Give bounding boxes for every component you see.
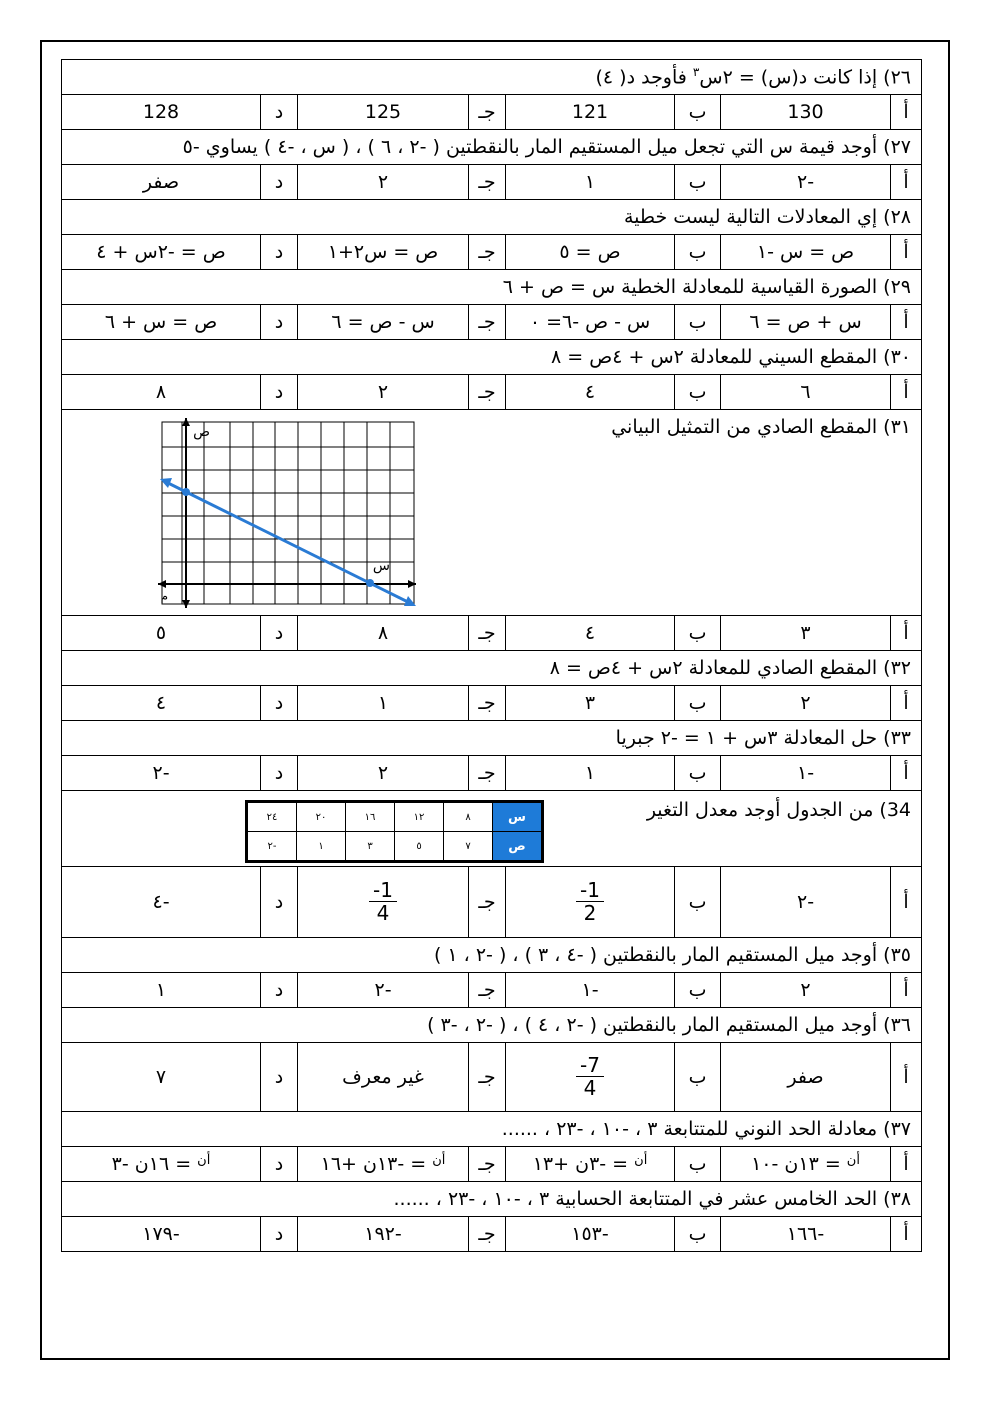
y-value: -٢ bbox=[248, 832, 297, 861]
option-a: ص = س -١ bbox=[721, 235, 891, 270]
numerator: 1- bbox=[576, 879, 604, 902]
y-value: ١ bbox=[297, 832, 346, 861]
question-32 bbox=[62, 651, 922, 686]
y-value: ٥ bbox=[395, 832, 444, 861]
origin-label: م bbox=[160, 589, 168, 603]
options-row bbox=[62, 616, 922, 651]
option-b: -١ bbox=[506, 973, 675, 1008]
option-letter-b: ب bbox=[675, 95, 721, 130]
option-letter-a: أ bbox=[891, 973, 922, 1008]
option-a: ٢ bbox=[721, 973, 891, 1008]
options-row bbox=[62, 1043, 922, 1112]
options-row bbox=[62, 375, 922, 410]
option-b bbox=[506, 867, 675, 938]
question-text: ٣٠) المقطع السيني للمعادلة ٢س + ٤ص = ٨ bbox=[62, 340, 922, 375]
option-b: ١ bbox=[506, 165, 675, 200]
option-letter-c: جـ bbox=[469, 756, 506, 791]
option-d: 128 bbox=[62, 95, 261, 130]
option-c: ٢ bbox=[298, 375, 469, 410]
options-row bbox=[62, 235, 922, 270]
option-letter-a: أ bbox=[891, 756, 922, 791]
question-cell bbox=[62, 791, 922, 867]
options-row bbox=[62, 95, 922, 130]
x-axis-label: س bbox=[372, 558, 390, 574]
y-intercept-point bbox=[182, 488, 190, 496]
option-letter-b: ب bbox=[675, 616, 721, 651]
option-b: س - ص -٦= ٠ bbox=[506, 305, 675, 340]
question-34 bbox=[62, 791, 922, 867]
option-letter-a: أ bbox=[891, 305, 922, 340]
option-letter-b: ب bbox=[675, 973, 721, 1008]
values-table-wrap bbox=[245, 800, 544, 863]
question-27 bbox=[62, 130, 922, 165]
question-31 bbox=[62, 410, 922, 616]
option-letter-a: أ bbox=[891, 165, 922, 200]
option-letter-c: جـ bbox=[469, 165, 506, 200]
y-value: ٣ bbox=[346, 832, 395, 861]
option-d: ص = -٢س + ٤ bbox=[62, 235, 261, 270]
option-letter-a: أ bbox=[891, 1217, 922, 1252]
y-header: ص bbox=[493, 832, 542, 861]
option-b: 121 bbox=[506, 95, 675, 130]
option-letter-b: ب bbox=[675, 686, 721, 721]
option-letter-a: أ bbox=[891, 1147, 922, 1182]
x-value: ٢٤ bbox=[248, 803, 297, 832]
option-letter-c: جـ bbox=[469, 305, 506, 340]
x-arrow-right bbox=[408, 580, 416, 588]
option-letter-d: د bbox=[261, 1217, 298, 1252]
option-letter-d: د bbox=[261, 165, 298, 200]
option-letter-b: ب bbox=[675, 1217, 721, 1252]
option-b: $^{أن}$ = -٣ن +١٣ bbox=[506, 1147, 675, 1182]
x-value: ١٦ bbox=[346, 803, 395, 832]
option-letter-a: أ bbox=[891, 1043, 922, 1112]
option-letter-d: د bbox=[261, 375, 298, 410]
options-row bbox=[62, 686, 922, 721]
option-letter-b: ب bbox=[675, 756, 721, 791]
option-letter-b: ب bbox=[675, 305, 721, 340]
option-letter-d: د bbox=[261, 686, 298, 721]
options-row bbox=[62, 756, 922, 791]
question-text: ٢٩) الصورة القياسية للمعادلة الخطية س = ص + ٦ bbox=[62, 270, 922, 305]
options-row bbox=[62, 1147, 922, 1182]
option-c: $^{أن}$ = -١٣ن +١٦ bbox=[298, 1147, 469, 1182]
option-a: -٢ bbox=[721, 867, 891, 938]
option-b: ٤ bbox=[506, 616, 675, 651]
option-letter-c: جـ bbox=[469, 1147, 506, 1182]
question-text: ٣٣) حل المعادلة ٣س + ١ = -٢ جبريا bbox=[62, 721, 922, 756]
option-letter-c: جـ bbox=[469, 375, 506, 410]
fraction bbox=[369, 879, 397, 924]
question-text: ٣١) المقطع الصادي من التمثيل البياني bbox=[611, 416, 912, 438]
question-text: ٢٨) إي المعادلات التالية ليست خطية bbox=[62, 200, 922, 235]
question-text: ٣٦) أوجد ميل المستقيم المار بالنقطتين ( -٢ ، ٤ ) ، ( -٢ ، -٣ ) bbox=[62, 1008, 922, 1043]
option-c: ١ bbox=[298, 686, 469, 721]
options-row bbox=[62, 867, 922, 938]
question-37 bbox=[62, 1112, 922, 1147]
option-letter-c: جـ bbox=[469, 973, 506, 1008]
option-letter-c: جـ bbox=[469, 867, 506, 938]
option-letter-c: جـ bbox=[469, 1217, 506, 1252]
option-letter-d: د bbox=[261, 867, 298, 938]
options-row bbox=[62, 165, 922, 200]
option-a: -١ bbox=[721, 756, 891, 791]
question-text: ٣٨) الحد الخامس عشر في المتتابعة الحسابية ٣ ، -١٠ ، -٢٣ ، ...... bbox=[62, 1182, 922, 1217]
option-letter-c: جـ bbox=[469, 616, 506, 651]
option-letter-d: د bbox=[261, 235, 298, 270]
option-c: ٨ bbox=[298, 616, 469, 651]
denominator: 4 bbox=[583, 1076, 597, 1100]
question-36 bbox=[62, 1008, 922, 1043]
option-c: -٢ bbox=[298, 973, 469, 1008]
option-d: ٤ bbox=[62, 686, 261, 721]
option-c: 125 bbox=[298, 95, 469, 130]
x-value: ٢٠ bbox=[297, 803, 346, 832]
option-b: ٣ bbox=[506, 686, 675, 721]
options-row bbox=[62, 973, 922, 1008]
option-letter-b: ب bbox=[675, 235, 721, 270]
option-b: -١٥٣ bbox=[506, 1217, 675, 1252]
option-letter-c: جـ bbox=[469, 686, 506, 721]
question-text: ٢٦) إذا كانت د(س) = ٢س$^٣$ فأوجد د( ٤) bbox=[62, 60, 922, 95]
question-35 bbox=[62, 938, 922, 973]
x-value: ٨ bbox=[444, 803, 493, 832]
question-33 bbox=[62, 721, 922, 756]
option-letter-a: أ bbox=[891, 867, 922, 938]
option-letter-d: د bbox=[261, 1043, 298, 1112]
option-letter-a: أ bbox=[891, 235, 922, 270]
option-letter-c: جـ bbox=[469, 235, 506, 270]
option-letter-b: ب bbox=[675, 165, 721, 200]
option-letter-d: د bbox=[261, 95, 298, 130]
x-header: س bbox=[493, 803, 542, 832]
option-b: ٤ bbox=[506, 375, 675, 410]
values-table bbox=[247, 802, 542, 861]
option-c: س - ص = ٦ bbox=[298, 305, 469, 340]
option-c: ص = س٢+١ bbox=[298, 235, 469, 270]
option-d: $^{أن}$ = ١٦ن -٣ bbox=[62, 1147, 261, 1182]
option-a: س + ص = ٦ bbox=[721, 305, 891, 340]
question-30 bbox=[62, 340, 922, 375]
questions-table bbox=[61, 59, 922, 1252]
option-a: ٦ bbox=[721, 375, 891, 410]
plotted-line bbox=[160, 478, 416, 606]
option-a: -٢ bbox=[721, 165, 891, 200]
option-letter-a: أ bbox=[891, 95, 922, 130]
option-letter-b: ب bbox=[675, 1147, 721, 1182]
question-text: 34) من الجدول أوجد معدل التغير bbox=[646, 799, 912, 821]
option-letter-b: ب bbox=[675, 375, 721, 410]
numerator: 7- bbox=[576, 1054, 604, 1077]
option-letter-b: ب bbox=[675, 867, 721, 938]
option-c: غير معرف bbox=[298, 1043, 469, 1112]
option-letter-d: د bbox=[261, 973, 298, 1008]
option-d: صفر bbox=[62, 165, 261, 200]
option-letter-a: أ bbox=[891, 686, 922, 721]
option-b bbox=[506, 1043, 675, 1112]
option-d: ٨ bbox=[62, 375, 261, 410]
numerator: 1- bbox=[369, 879, 397, 902]
question-text: ٣٥) أوجد ميل المستقيم المار بالنقطتين ( -٤ ، ٣ ) ، ( -٢ ، ١ ) bbox=[62, 938, 922, 973]
option-a: ٢ bbox=[721, 686, 891, 721]
option-b: ص = ٥ bbox=[506, 235, 675, 270]
denominator: 4 bbox=[376, 901, 390, 925]
option-letter-c: جـ bbox=[469, 95, 506, 130]
option-letter-d: د bbox=[261, 305, 298, 340]
y-row bbox=[248, 832, 542, 861]
option-a: $^{أن}$ = ١٣ن -١٠ bbox=[721, 1147, 891, 1182]
question-38 bbox=[62, 1182, 922, 1217]
option-letter-a: أ bbox=[891, 375, 922, 410]
x-value: ١٢ bbox=[395, 803, 444, 832]
line-graph bbox=[158, 418, 420, 610]
question-text: ٢٧) أوجد قيمة س التي تجعل ميل المستقيم المار بالنقطتين ( -٢ ، ٦ ) ، ( س ، -٤ ) يساوي -٥ bbox=[62, 130, 922, 165]
option-letter-d: د bbox=[261, 756, 298, 791]
option-letter-c: جـ bbox=[469, 1043, 506, 1112]
option-letter-d: د bbox=[261, 616, 298, 651]
option-letter-b: ب bbox=[675, 1043, 721, 1112]
option-d: -١٧٩ bbox=[62, 1217, 261, 1252]
option-c: ٢ bbox=[298, 165, 469, 200]
graph-border bbox=[162, 422, 414, 604]
option-d: ٧ bbox=[62, 1043, 261, 1112]
option-d: ٥ bbox=[62, 616, 261, 651]
fraction bbox=[576, 1054, 604, 1099]
denominator: 2 bbox=[583, 901, 597, 925]
question-28 bbox=[62, 200, 922, 235]
options-row bbox=[62, 1217, 922, 1252]
option-a: ٣ bbox=[721, 616, 891, 651]
option-d: -٤ bbox=[62, 867, 261, 938]
option-c: -١٩٢ bbox=[298, 1217, 469, 1252]
question-26 bbox=[62, 60, 922, 95]
y-axis-label: ص bbox=[193, 424, 210, 440]
fraction bbox=[576, 879, 604, 924]
question-29 bbox=[62, 270, 922, 305]
options-row bbox=[62, 305, 922, 340]
question-text: ٣٢) المقطع الصادي للمعادلة ٢س + ٤ص = ٨ bbox=[62, 651, 922, 686]
y-value: ٧ bbox=[444, 832, 493, 861]
option-c: ٢ bbox=[298, 756, 469, 791]
x-intercept-point bbox=[366, 579, 374, 587]
question-cell bbox=[62, 410, 922, 616]
option-b: ١ bbox=[506, 756, 675, 791]
option-d: ص = س + ٦ bbox=[62, 305, 261, 340]
option-c bbox=[298, 867, 469, 938]
question-text: ٣٧) معادلة الحد النوني للمتتابعة ٣ ، -١٠ ، -٢٣ ، ...... bbox=[62, 1112, 922, 1147]
option-d: ١ bbox=[62, 973, 261, 1008]
x-row bbox=[248, 803, 542, 832]
option-d: -٢ bbox=[62, 756, 261, 791]
option-a: صفر bbox=[721, 1043, 891, 1112]
option-letter-d: د bbox=[261, 1147, 298, 1182]
grid-lines bbox=[162, 422, 414, 604]
option-letter-a: أ bbox=[891, 616, 922, 651]
option-a: 130 bbox=[721, 95, 891, 130]
option-a: -١٦٦ bbox=[721, 1217, 891, 1252]
